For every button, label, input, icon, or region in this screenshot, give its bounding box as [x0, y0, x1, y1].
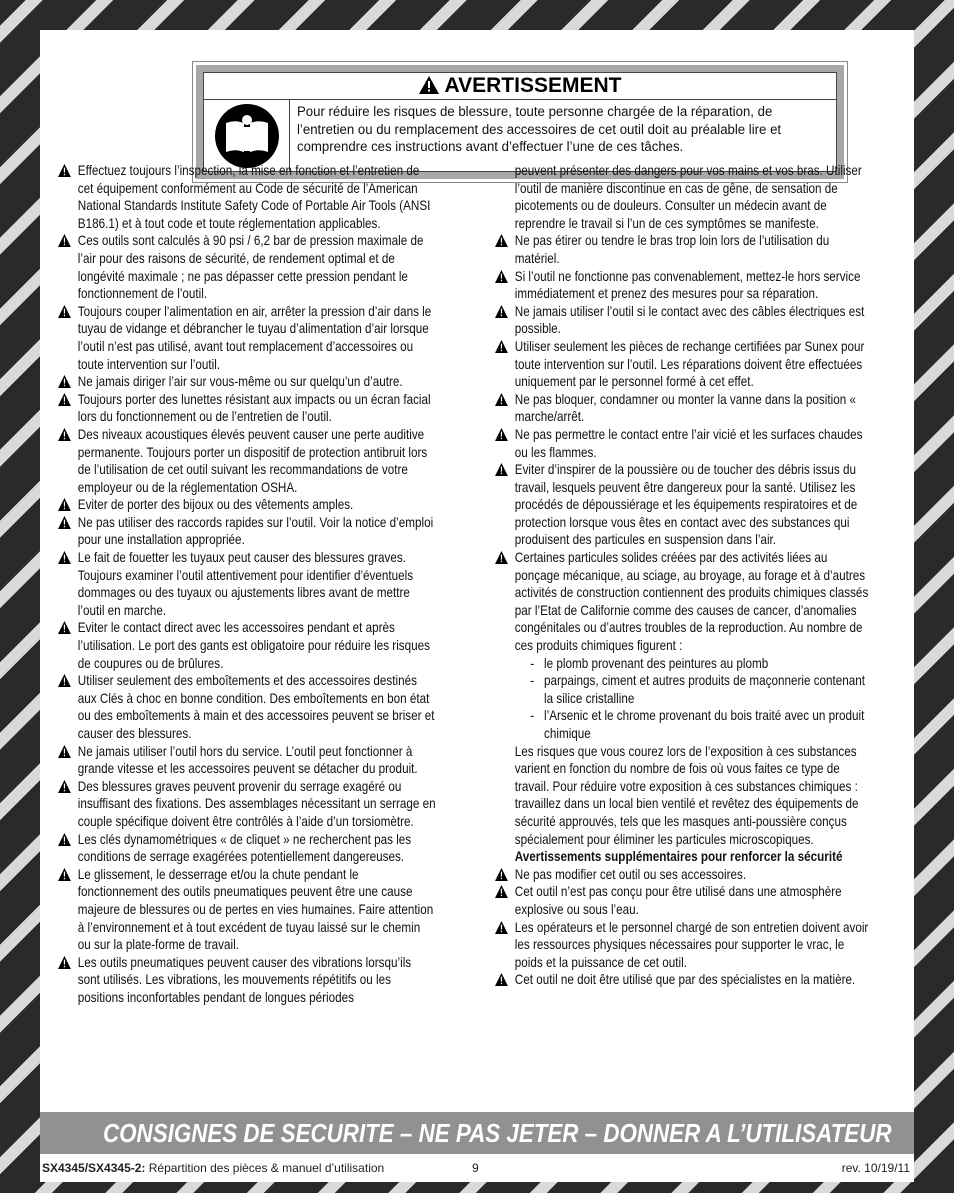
item-text: Ne pas modifier cet outil ou ses accessoires. [514, 866, 747, 882]
safety-item [58, 549, 436, 619]
page-number: 9 [472, 1161, 479, 1175]
safety-item [495, 391, 869, 426]
item-text: Ne jamais utiliser l’outil hors du service. L’outil peut fonctionner à grande vitesse et les accessoires peuvent se détacher du produit. [77, 743, 418, 777]
warning-triangle-icon [58, 745, 71, 758]
safety-item [58, 619, 436, 672]
warning-triangle-icon [495, 234, 508, 247]
item-text: Effectuez toujours l’inspection, la mise en fonction et l’entretien de cet équipement conformément au Code de sécurité de l’American National Standards Institute Safety Code of Portable Air Tools (ANSI B186.1) et à tout code et toute réglementation applicables. [77, 163, 431, 231]
warning-triangle-icon [58, 393, 71, 406]
item-text: Ne pas étirer ou tendre le bras trop loin lors de l’utilisation du matériel. [514, 233, 830, 266]
supplement-item [495, 971, 869, 989]
safety-item [58, 303, 436, 373]
warning-triangle-icon [495, 868, 508, 881]
warning-triangle-icon [495, 463, 508, 476]
safety-item [495, 426, 869, 461]
item-text: Toujours couper l’alimentation en air, arrêter la pression d’air dans le tuyau de vidange et débrancher le tuyau d’alimentation d’air lorsque l’outil n’est pas utilisé, avant tout remplacement d’accessoires ou toute intervention sur l’outil. [77, 303, 432, 372]
warning-triangle-icon [495, 428, 508, 441]
warning-triangle-icon [58, 375, 71, 388]
chemical-item: - l’Arsenic et le chrome provenant du bois traité avec un produit chimique [530, 708, 865, 741]
warning-triangle-icon [419, 76, 439, 94]
footer-model: SX4345/SX4345-2: Répartition des pièces & manuel d’utilisation [42, 1161, 385, 1175]
warning-triangle-icon [495, 921, 508, 934]
warning-triangle-icon [495, 393, 508, 406]
warning-text: Pour réduire les risques de blessure, toute personne chargée de la réparation, de l’entretien ou du remplacement des accessoires de cet outil doit au préalable lire et comprendre ces instructions avant d’effectuer l’une de ces tâches. [297, 104, 782, 155]
warning-triangle-icon [495, 270, 508, 283]
item-text: Certaines particules solides créées par des activités liées au ponçage mécanique, au sciage, au broyage, au forage et à d’autres activités de construction contiennent des produits chimiques classés par l’Etat de Californie comme des causes de cancer, d’anomalies congénitales ou d’autres troubles de la reproduction. Au nombre de ces produits chimiques figurent : [514, 550, 869, 654]
exposure-paragraph: Les risques que vous courez lors de l’exposition à ces substances varient en fonction du nombre de fois où vous faites ce type de travail. Pour réduire votre exposition à ces substances chimiques : travaillez dans un local bien ventilé et revêtez des équipements de sécurité approuvés, tels que les masques anti-poussière conçus spécialement pour éliminer les particules microscopiques. [514, 743, 859, 847]
warning-triangle-icon [58, 551, 71, 564]
supplement-item [495, 866, 869, 884]
warning-triangle-icon [58, 234, 71, 247]
read-manual-icon [214, 103, 280, 169]
item-text: Des niveaux acoustiques élevés peuvent causer une perte auditive permanente. Toujours porter un dispositif de protection antibruit lors de l’utilisation de cet outil suivant les recommandations de votre employeur ou de la réglementation OSHA. [77, 426, 428, 495]
chemical-text: le plomb provenant des peintures au plomb [544, 655, 769, 671]
warning-triangle-icon [58, 956, 71, 969]
safety-item [495, 338, 869, 391]
left-column [58, 162, 498, 1007]
chemical-text: l’Arsenic et le chrome provenant du bois traité avec un produit chimique [544, 708, 865, 741]
warning-title: AVERTISSEMENT [444, 74, 622, 97]
safety-item [495, 303, 869, 338]
safety-item [58, 514, 436, 549]
safety-item [58, 391, 436, 426]
warning-triangle-icon [58, 621, 71, 634]
item-text: Des blessures graves peuvent provenir du serrage exagéré ou insuffisant des fixations. Des assemblages nécessitant un serrage en couple spécifique doivent être contrôlés à l’aide d’un torsiomètre. [77, 778, 436, 829]
safety-item [58, 866, 436, 954]
safety-item [495, 461, 869, 549]
warning-triangle-icon [495, 973, 508, 986]
item-text: Ne jamais utiliser l’outil si le contact avec des câbles électriques est possible. [514, 303, 865, 337]
item-text: Toujours porter des lunettes résistant aux impacts ou un écran facial lors du fonctionnement ou de l’entretien de l’outil. [77, 391, 431, 425]
safety-item [58, 831, 436, 866]
item-text: Ne pas permettre le contact entre l’air vicié et les surfaces chaudes ou les flammes. [514, 426, 863, 460]
continued-paragraph: peuvent présenter des dangers pour vos mains et vos bras. Utiliser l’outil de manière discontinue en cas de gêne, de sensation de picotements ou de douleurs. Consulter un médecin avant de reprendre le travail si l’un de ces symptômes se manifeste. [514, 163, 862, 231]
supplement-heading: Avertissements supplémentaires pour renforcer la sécurité [514, 849, 843, 865]
safety-item [58, 743, 436, 778]
item-text: Les outils pneumatiques peuvent causer des vibrations lorsqu’ils sont utilisés. Les vibrations, les mouvements répétitifs ou les positions inconfortables pendant de longues périodes [77, 954, 412, 1005]
warning-triangle-icon [58, 498, 71, 511]
safety-item [58, 162, 436, 232]
item-text: Cet outil ne doit être utilisé que par des spécialistes en la matière. [514, 972, 856, 988]
page-sheet [40, 30, 914, 1112]
banner-text: CONSIGNES DE SECURITE – NE PAS JETER – DONNER A L’UTILISATEUR [103, 1118, 892, 1148]
warning-triangle-icon [58, 780, 71, 793]
warning-triangle-icon [495, 885, 508, 898]
chemical-item: - le plomb provenant des peintures au plomb [530, 655, 769, 671]
safety-item [58, 426, 436, 496]
warning-triangle-icon [58, 674, 71, 687]
page-footer [40, 1154, 914, 1182]
item-text: Utiliser seulement les pièces de rechange certifiées par Sunex pour toute intervention sur l’outil. Les réparations doivent être effectuées uniquement par le personnel formé à cet effet. [514, 338, 865, 390]
warning-triangle-icon [58, 833, 71, 846]
footer-description: Répartition des pièces & manuel d’utilisation [145, 1161, 385, 1175]
supplement-item [495, 919, 869, 972]
safety-item [58, 954, 436, 1007]
chemical-item: - parpaings, ciment et autres produits de maçonnerie contenant la silice cristalline [530, 673, 866, 706]
warning-triangle-icon [58, 868, 71, 881]
item-text: Ne jamais diriger l’air sur vous-même ou sur quelqu’un d’autre. [77, 374, 403, 390]
item-text: Ces outils sont calculés à 90 psi / 6,2 bar de pression maximale de l’air pour des raisons de sécurité, de rendement optimal et de longévité maximale ; ne pas dépasser cette pression pendant le fonctionnement de l’outil. [77, 233, 424, 302]
safety-banner [40, 1112, 914, 1154]
chemical-text: parpaings, ciment et autres produits de maçonnerie contenant la silice cristalline [544, 673, 866, 706]
item-text: Ne pas bloquer, condamner ou monter la vanne dans la position « marche/arrêt. [514, 391, 856, 425]
warning-triangle-icon [58, 428, 71, 441]
safety-item [58, 496, 436, 514]
safety-item [58, 778, 436, 831]
item-text: Eviter de porter des bijoux ou des vêtements amples. [77, 497, 354, 513]
right-column [495, 162, 930, 989]
revision-date: rev. 10/19/11 [841, 1161, 910, 1175]
item-text: Les opérateurs et le personnel chargé de son entretien doivent avoir les ressources physiques nécessaires pour supporter le vrac, le poids et la puissance de cet outil. [514, 919, 869, 970]
safety-item [495, 268, 869, 303]
item-text: Le fait de fouetter les tuyaux peut causer des blessures graves. Toujours examiner l’outil attentivement pour identifier d’éventuels dommages ou des tuyaux ou ajustements libres avant de mettre l’outil en marche. [77, 550, 414, 618]
supplement-item [495, 883, 869, 918]
item-text: Eviter le contact direct avec les accessoires pendant et après l’utilisation. Le port des gants est obligatoire pour réduire les risques de coupures ou de brûlures. [77, 620, 431, 671]
warning-header [204, 73, 836, 99]
item-text: Utiliser seulement des emboîtements et des accessoires destinés aux Clés à choc en bonne condition. Des emboîtements en bon état ou des emboîtements à main et des accessoires peuvent se briser et causer des blessures. [77, 673, 435, 741]
item-text: Le glissement, le desserrage et/ou la chute pendant le fonctionnement des outils pneumatiques peuvent être une cause majeure de blessures ou de pertes en vies humaines. Faire attention à l’environnement et à tout excédent de tuyau laissé sur le chemin ou sur la plate-forme de travail. [77, 866, 434, 953]
item-text: Eviter d’inspirer de la poussière ou de toucher des débris issus du travail, lesquels peuvent être dangereux pour la santé. Utilisez les procédés de dépoussiérage et les équipements respiratoires et de protection lorsque vous êtes en contact avec des substances qui produisent des particules en suspension dans l’air. [514, 462, 858, 548]
warning-triangle-icon [58, 516, 71, 529]
item-text: Les clés dynamométriques « de cliquet » ne recherchent pas les conditions de serrage exagérées potentiellement dangereuses. [77, 831, 412, 865]
chemical-list [495, 655, 869, 743]
item-text: Si l’outil ne fonctionne pas convenablement, mettez-le hors service immédiatement et prenez des mesures pour sa réparation. [514, 268, 861, 302]
item-text: Ne pas utiliser des raccords rapides sur l’outil. Voir la notice d’emploi pour une installation appropriée. [77, 514, 434, 548]
item-text: Cet outil n’est pas conçu pour être utilisé dans une atmosphère explosive ou sous l’eau. [514, 884, 842, 917]
safety-item [58, 232, 436, 302]
safety-item [58, 672, 436, 742]
manual-icon-cell [204, 100, 290, 171]
warning-triangle-icon [495, 551, 508, 564]
warning-triangle-icon [58, 305, 71, 318]
safety-item [495, 232, 869, 267]
warning-triangle-icon [495, 340, 508, 353]
warning-triangle-icon [495, 305, 508, 318]
warning-triangle-icon [58, 164, 71, 177]
safety-item [495, 549, 869, 655]
safety-item [58, 373, 436, 391]
